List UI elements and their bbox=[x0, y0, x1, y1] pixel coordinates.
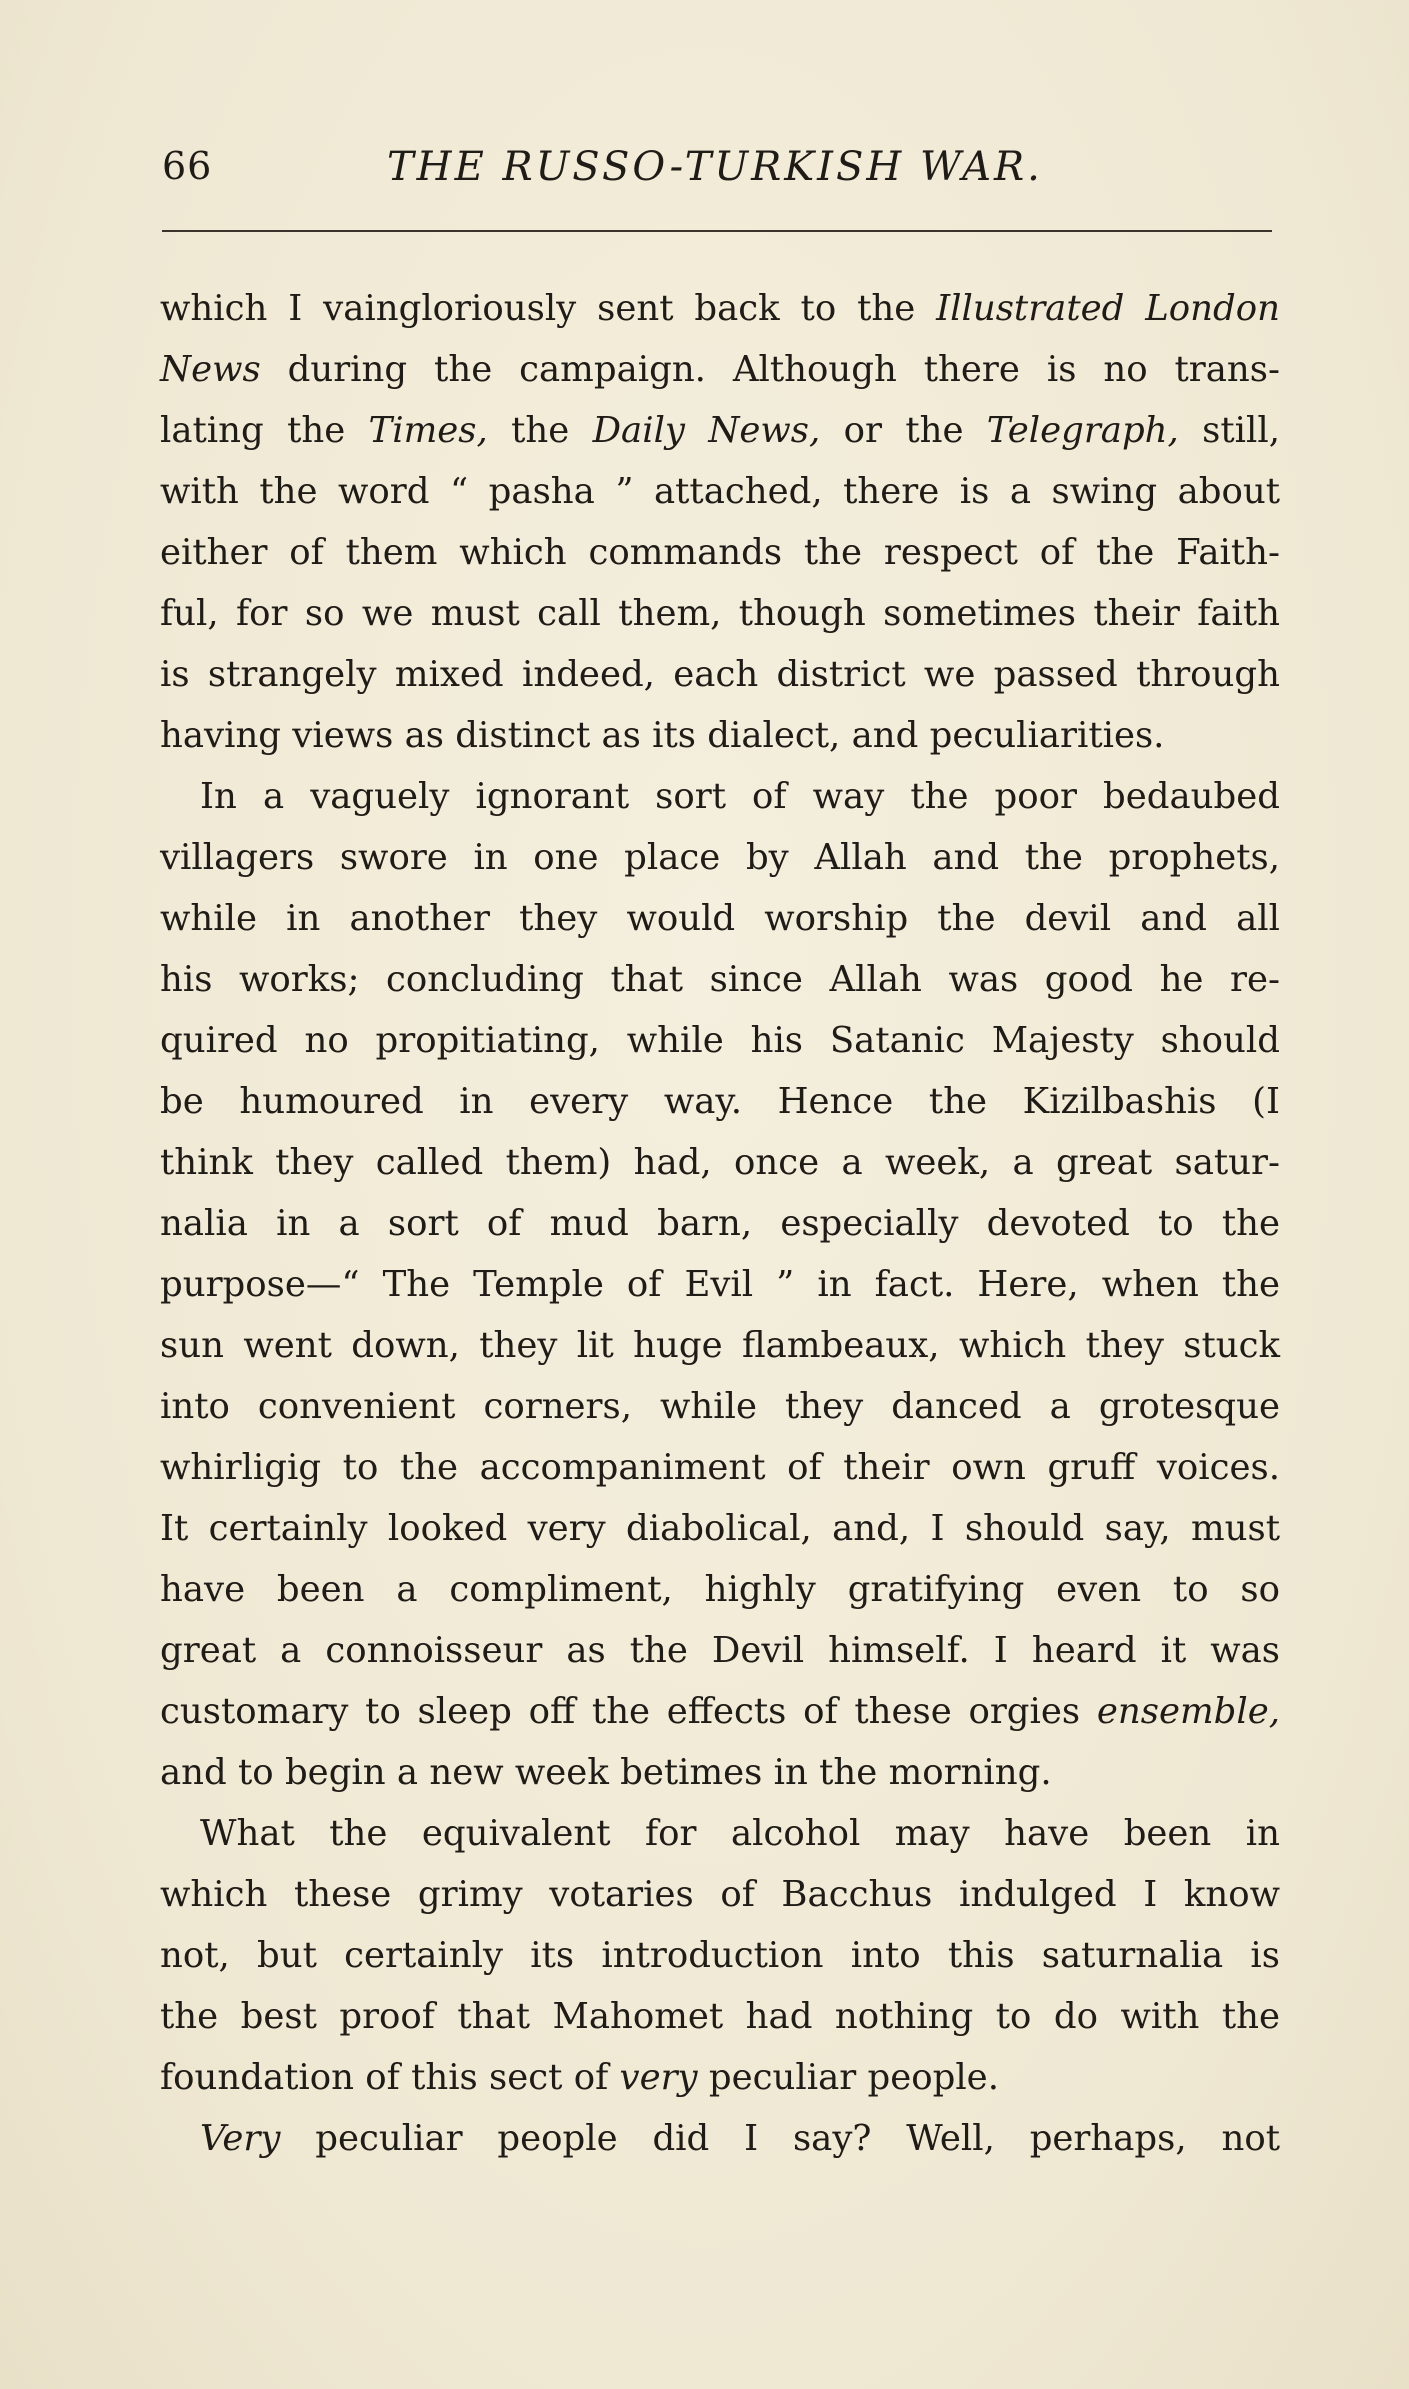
page-number: 66 bbox=[162, 144, 213, 188]
text-line bbox=[160, 1315, 1280, 1376]
text-segment: not, but certainly its introduction into this saturnalia is bbox=[160, 1935, 1280, 1976]
text-line bbox=[160, 1559, 1280, 1620]
text-segment: the best proof that Mahomet had nothing to do with the bbox=[160, 1996, 1280, 2037]
text-segment: villagers swore in one place by Allah and the prophets, bbox=[160, 837, 1280, 878]
text-line bbox=[160, 888, 1280, 949]
text-segment: quired no propitiating, while his Satanic Majesty should bbox=[160, 1020, 1280, 1061]
text-line bbox=[160, 400, 1280, 461]
text-line bbox=[160, 2047, 1280, 2108]
running-head: THE RUSSO-TURKISH WAR. bbox=[387, 144, 1043, 190]
text-segment: foundation of this sect of bbox=[160, 2057, 620, 2098]
text-segment: and to begin a new week betimes in the morning. bbox=[160, 1752, 1052, 1793]
text-segment: customary to sleep off the effects of these orgies bbox=[160, 1691, 1097, 1732]
text-segment: peculiar people did I say? Well, perhaps, not bbox=[280, 2118, 1280, 2159]
text-line bbox=[160, 1010, 1280, 1071]
italic-text: Illustrated London bbox=[936, 288, 1280, 329]
text-segment: great a connoisseur as the Devil himself. I heard it was bbox=[160, 1630, 1280, 1671]
text-segment: ful, for so we must call them, though sometimes their faith bbox=[160, 593, 1280, 634]
body-text bbox=[160, 278, 1280, 2169]
text-segment: purpose—“ The Temple of Evil ” in fact. Here, when the bbox=[160, 1264, 1280, 1305]
text-line bbox=[160, 1132, 1280, 1193]
text-segment: still, bbox=[1178, 410, 1280, 451]
text-line bbox=[160, 1193, 1280, 1254]
text-segment: sun went down, they lit huge flambeaux, which they stuck bbox=[160, 1325, 1280, 1366]
text-line bbox=[160, 1742, 1280, 1803]
text-segment: In a vaguely ignorant sort of way the poor bedaubed bbox=[200, 776, 1280, 817]
italic-text: ensemble, bbox=[1096, 1691, 1280, 1732]
text-line bbox=[160, 1254, 1280, 1315]
text-line bbox=[160, 1864, 1280, 1925]
text-line bbox=[160, 583, 1280, 644]
text-segment: is strangely mixed indeed, each district we passed through bbox=[160, 654, 1280, 695]
italic-text: Telegraph, bbox=[986, 410, 1179, 451]
text-line bbox=[160, 766, 1280, 827]
italic-text: Times, bbox=[368, 410, 488, 451]
text-segment: into convenient corners, while they danced a grotesque bbox=[160, 1386, 1280, 1427]
text-line bbox=[160, 461, 1280, 522]
text-segment: either of them which commands the respect of the Faith- bbox=[160, 532, 1280, 573]
italic-text: Daily News, bbox=[592, 410, 821, 451]
text-line bbox=[160, 1986, 1280, 2047]
text-segment: while in another they would worship the devil and all bbox=[160, 898, 1280, 939]
text-line bbox=[160, 2108, 1280, 2169]
text-segment: having views as distinct as its dialect, and peculiarities. bbox=[160, 715, 1165, 756]
text-segment: peculiar people. bbox=[697, 2057, 999, 2098]
text-segment: which I vaingloriously sent back to the bbox=[160, 288, 937, 329]
italic-text: Very bbox=[200, 2118, 281, 2159]
text-segment: whirligig to the accompaniment of their own gruff voices. bbox=[160, 1447, 1280, 1488]
text-line bbox=[160, 522, 1280, 583]
text-line bbox=[160, 1376, 1280, 1437]
text-segment: What the equivalent for alcohol may have been in bbox=[200, 1813, 1280, 1854]
text-line bbox=[160, 827, 1280, 888]
text-segment: lating the bbox=[160, 410, 369, 451]
italic-text: very bbox=[619, 2057, 698, 2098]
text-line bbox=[160, 1498, 1280, 1559]
text-segment: have been a compliment, highly gratifying even to so bbox=[160, 1569, 1280, 1610]
text-segment: with the word “ pasha ” attached, there is a swing about bbox=[160, 471, 1280, 512]
text-line bbox=[160, 705, 1280, 766]
text-line bbox=[160, 1620, 1280, 1681]
page-header bbox=[162, 144, 1270, 204]
header-rule bbox=[162, 230, 1272, 232]
text-segment: It certainly looked very diabolical, and, I should say, must bbox=[160, 1508, 1280, 1549]
text-segment: think they called them) had, once a week, a great satur- bbox=[160, 1142, 1280, 1183]
text-line bbox=[160, 278, 1280, 339]
text-line bbox=[160, 1925, 1280, 1986]
text-segment: his works; concluding that since Allah was good he re- bbox=[160, 959, 1280, 1000]
text-line bbox=[160, 644, 1280, 705]
text-segment: or the bbox=[820, 410, 987, 451]
text-segment: nalia in a sort of mud barn, especially devoted to the bbox=[160, 1203, 1280, 1244]
text-segment: be humoured in every way. Hence the Kizilbashis (I bbox=[160, 1081, 1280, 1122]
italic-text: News bbox=[160, 349, 261, 390]
text-line bbox=[160, 1437, 1280, 1498]
text-line bbox=[160, 1071, 1280, 1132]
text-line bbox=[160, 339, 1280, 400]
text-line bbox=[160, 949, 1280, 1010]
text-line bbox=[160, 1803, 1280, 1864]
text-segment: during the campaign. Although there is no trans- bbox=[260, 349, 1280, 390]
text-line bbox=[160, 1681, 1280, 1742]
text-segment: the bbox=[487, 410, 593, 451]
text-segment: which these grimy votaries of Bacchus indulged I know bbox=[160, 1874, 1280, 1915]
